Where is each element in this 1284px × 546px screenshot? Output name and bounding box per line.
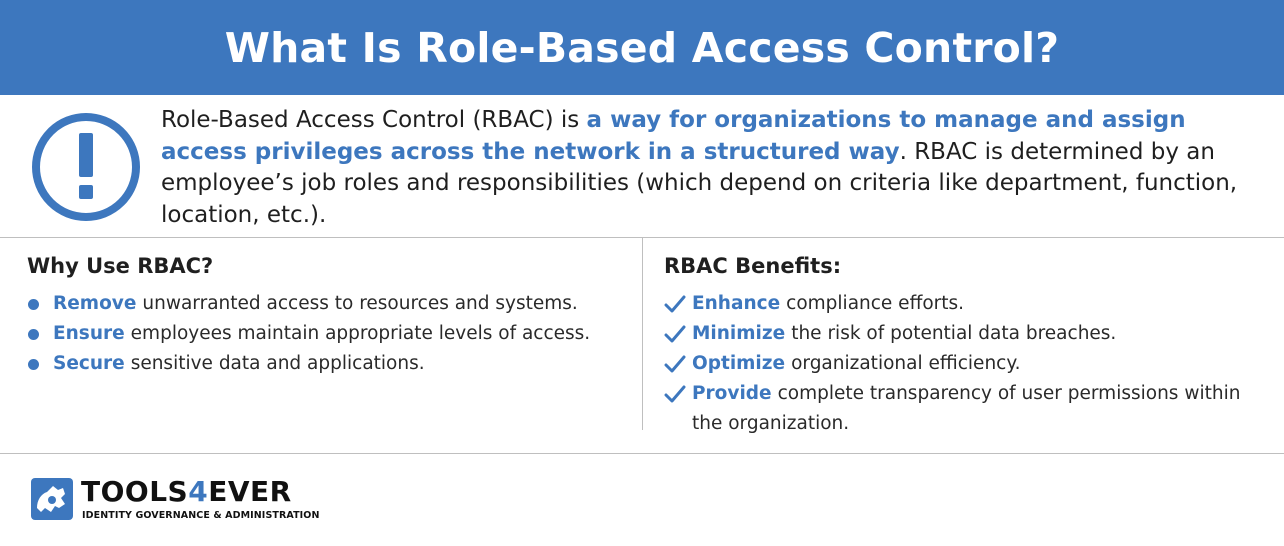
tools4ever-logo — [31, 475, 331, 526]
item-text: employees maintain appropriate levels of access. — [130, 323, 591, 344]
item-text: unwarranted access to resources and systems. — [142, 293, 578, 314]
item-text: complete transparency of user permissions within the organization. — [692, 383, 1241, 434]
benefits-section — [664, 254, 1264, 439]
item-keyword: Enhance — [692, 293, 781, 314]
item-keyword: Secure — [53, 353, 125, 374]
item-keyword: Provide — [692, 383, 772, 404]
list-item — [664, 319, 1264, 349]
list-item — [27, 289, 627, 319]
item-keyword: Optimize — [692, 353, 786, 374]
list-item — [27, 319, 627, 349]
logo-text-ever: EVER — [208, 475, 292, 508]
checkmark-icon — [664, 324, 686, 344]
logo-wordmark — [81, 475, 292, 508]
list-item — [664, 289, 1264, 319]
tools4ever-logo-icon — [31, 478, 73, 520]
bullet-icon — [28, 359, 39, 370]
title-banner — [0, 0, 1284, 95]
intro-text-end: . RBAC is determined by an employee’s job roles and responsibilities (which depend on criteria like department, function, location, etc.). — [161, 138, 1238, 228]
list-item — [664, 349, 1264, 379]
checkmark-icon — [664, 354, 686, 374]
intro-paragraph — [161, 105, 1261, 231]
list-item — [664, 379, 1264, 439]
page-title: What Is Role-Based Access Control? — [224, 23, 1060, 72]
benefits-heading: RBAC Benefits: — [664, 254, 842, 278]
checkmark-icon — [664, 294, 686, 314]
logo-text-4: 4 — [188, 475, 209, 508]
logo-text-tools: TOOLS — [81, 475, 189, 508]
exclamation-circle-icon — [30, 111, 142, 223]
item-text: compliance efforts. — [786, 293, 965, 314]
item-text: the risk of potential data breaches. — [791, 323, 1117, 344]
intro-section — [0, 95, 1284, 238]
intro-highlight: a way for organizations to manage and assign access privileges across the network in a structured way — [161, 107, 1186, 165]
item-keyword: Minimize — [692, 323, 786, 344]
divider-vertical — [642, 238, 643, 430]
why-use-heading: Why Use RBAC? — [27, 254, 214, 278]
bullet-icon — [28, 299, 39, 310]
item-keyword: Ensure — [53, 323, 125, 344]
why-use-section — [27, 254, 627, 379]
list-item — [27, 349, 627, 379]
bullet-icon — [28, 329, 39, 340]
checkmark-icon — [664, 384, 686, 404]
item-keyword: Remove — [53, 293, 137, 314]
divider-bottom — [0, 453, 1284, 454]
logo-tagline: IDENTITY GOVERNANCE & ADMINISTRATION — [82, 510, 320, 521]
item-text: organizational efficiency. — [791, 353, 1021, 374]
item-text: sensitive data and applications. — [130, 353, 425, 374]
intro-text-start: Role-Based Access Control (RBAC) is — [161, 107, 587, 133]
